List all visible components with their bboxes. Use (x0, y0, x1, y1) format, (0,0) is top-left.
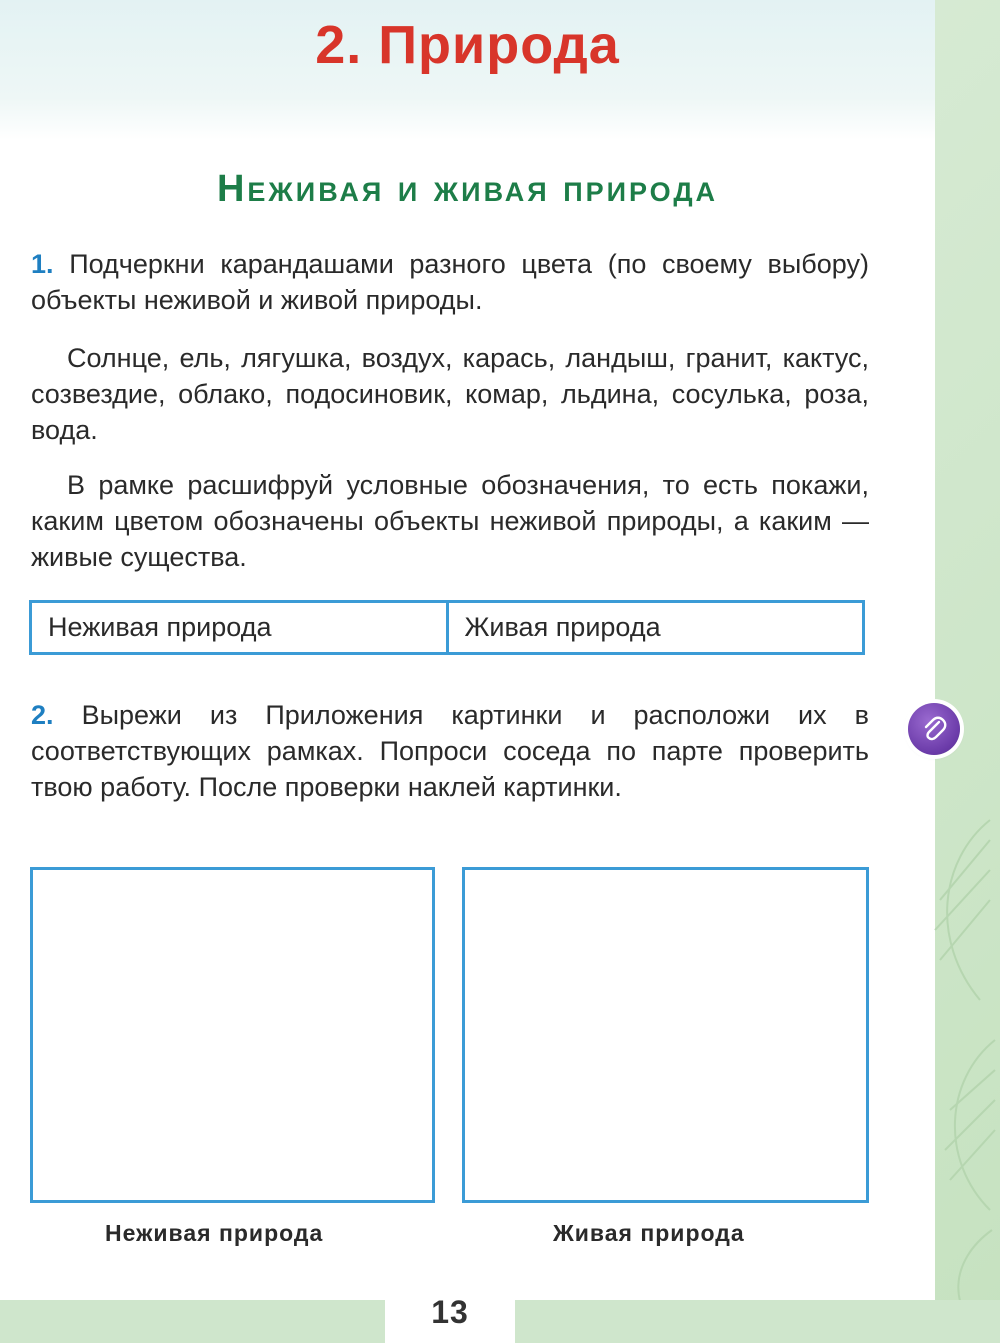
lesson-title: Неживая и живая природа (216, 168, 719, 210)
paste-frame-living[interactable] (462, 867, 869, 1203)
caption-nonliving: Неживая природа (105, 1220, 324, 1246)
task2-number: 2. (31, 700, 54, 730)
task1-legend-instruction: В рамке расшифруй условные обозначения, то есть покажи, каким цветом обозначены объекты неживой природы, а каким — живые существа. (31, 470, 869, 572)
leaf-decoration-icon (920, 780, 1000, 1343)
paperclip-glyph-icon (919, 714, 949, 744)
task1-instruction-text: Подчеркни карандашами разного цвета (по своему выбору) объекты неживой и живой природы. (31, 249, 869, 315)
legend-frame (29, 600, 865, 655)
legend-living[interactable]: Живая природа (446, 603, 863, 652)
task1-word-list: Солнце, ель, лягушка, воздух, карась, ландыш, гранит, кактус, созвездие, облако, подосиновик, комар, льдина, сосулька, роза, вода. (31, 343, 869, 445)
task2-instruction (31, 697, 869, 805)
page-number: 13 (431, 1294, 469, 1330)
task1-number: 1. (31, 249, 54, 279)
task1-instruction (31, 246, 869, 318)
task2-instruction-text: Вырежи из Приложения картинки и расположи их в соответствующих рамках. Попроси соседа по парте проверить твою работу. После проверки наклей картинки. (31, 700, 869, 802)
chapter-title: 2. Природа (315, 15, 620, 75)
caption-living: Живая природа (553, 1220, 745, 1246)
legend-nonliving[interactable]: Неживая природа (48, 612, 272, 642)
paperclip-icon (908, 703, 960, 755)
paste-frame-nonliving[interactable] (30, 867, 435, 1203)
